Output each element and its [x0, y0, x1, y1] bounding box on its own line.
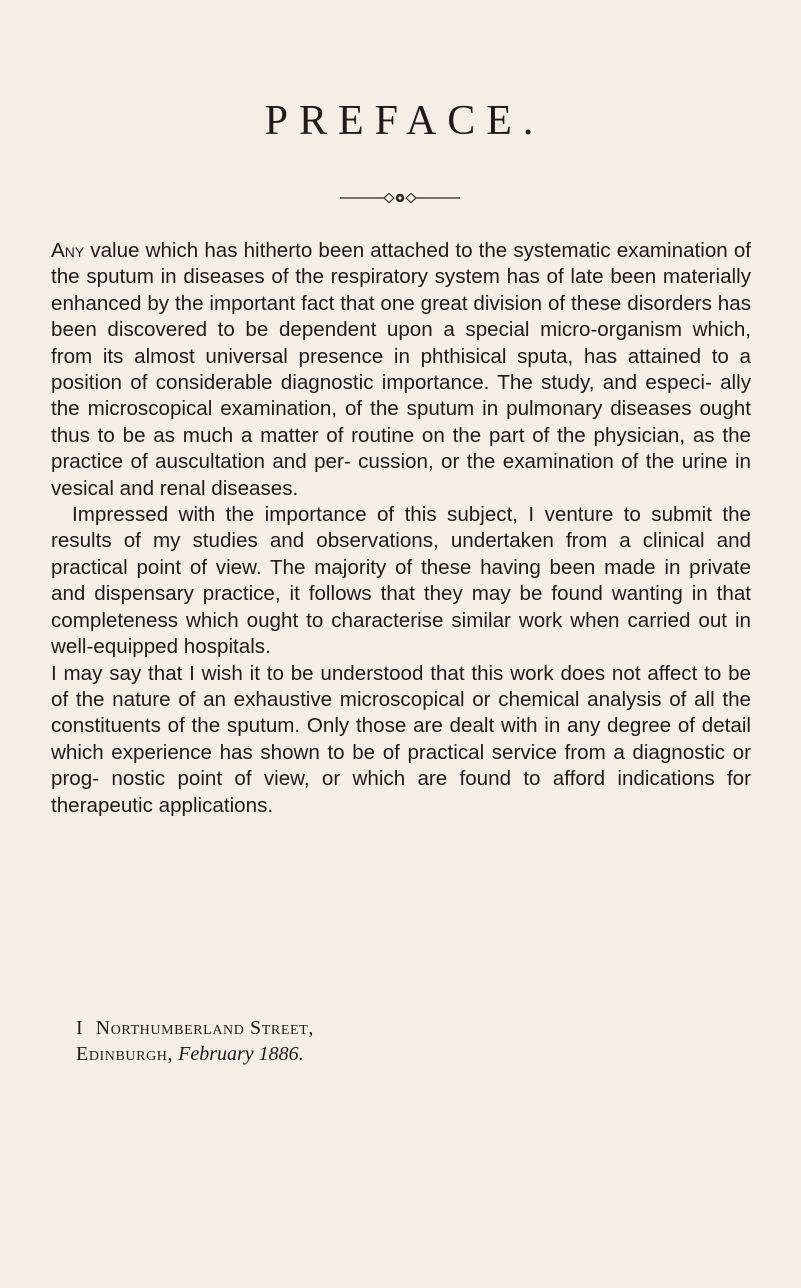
date: February 1886.: [178, 1043, 304, 1065]
signature-block: [76, 1015, 676, 1067]
city: Edinburgh,: [76, 1043, 174, 1065]
signature-address: [76, 1015, 676, 1041]
page-title: PREFACE.: [264, 98, 545, 144]
address-number: I: [76, 1017, 83, 1039]
paragraph-2: [51, 502, 751, 660]
paragraph-text: Impressed with the importance of this subject, I venture to submit the results of my studies and observations, undertaken from a clinical and practical point of view. The majority of these having been made in private and dispensary practice, it follows that they may be found wanting in that completeness which ought to characterise similar work when carried out in well-equipped hospitals.: [51, 503, 751, 659]
address-street: Northumberland Street,: [95, 1017, 314, 1039]
preface-body: [51, 238, 751, 819]
fleuron-rule-icon: [340, 190, 460, 206]
paragraph-text: I may say that I wish it to be understood that this work does not affect to be of the nature of an exhaustive microscopical or chemical analysis of all the constituents of the sputum. Only those are dealt with in any degree of detail which experience has shown to be of practical service from a diagnostic or prog- nostic point of view, or which are found to afford indications for therapeutic applications.: [51, 661, 751, 817]
paragraph-3: [51, 661, 751, 819]
paragraph-1: [51, 238, 751, 502]
paragraph-lead-word: Any: [51, 239, 85, 262]
signature-place-date: [76, 1041, 676, 1067]
paragraph-text: value which has hitherto been attached to the systematic examination of the sputum in diseases of the respiratory system has of late been materially enhanced by the important fact that one great division of these disorders has been discovered to be dependent upon a special micro-organism which, from its almost universal presence in phthisical sputa, has attained to a position of considerable diagnostic importance. The study, and especi- ally the microscopical examination, of the sputum in pulmonary diseases ought thus to be as much a matter of routine on the part of the physician, as the practice of auscultation and per- cussion, or the examination of the urine in vesical and renal diseases.: [51, 239, 751, 500]
